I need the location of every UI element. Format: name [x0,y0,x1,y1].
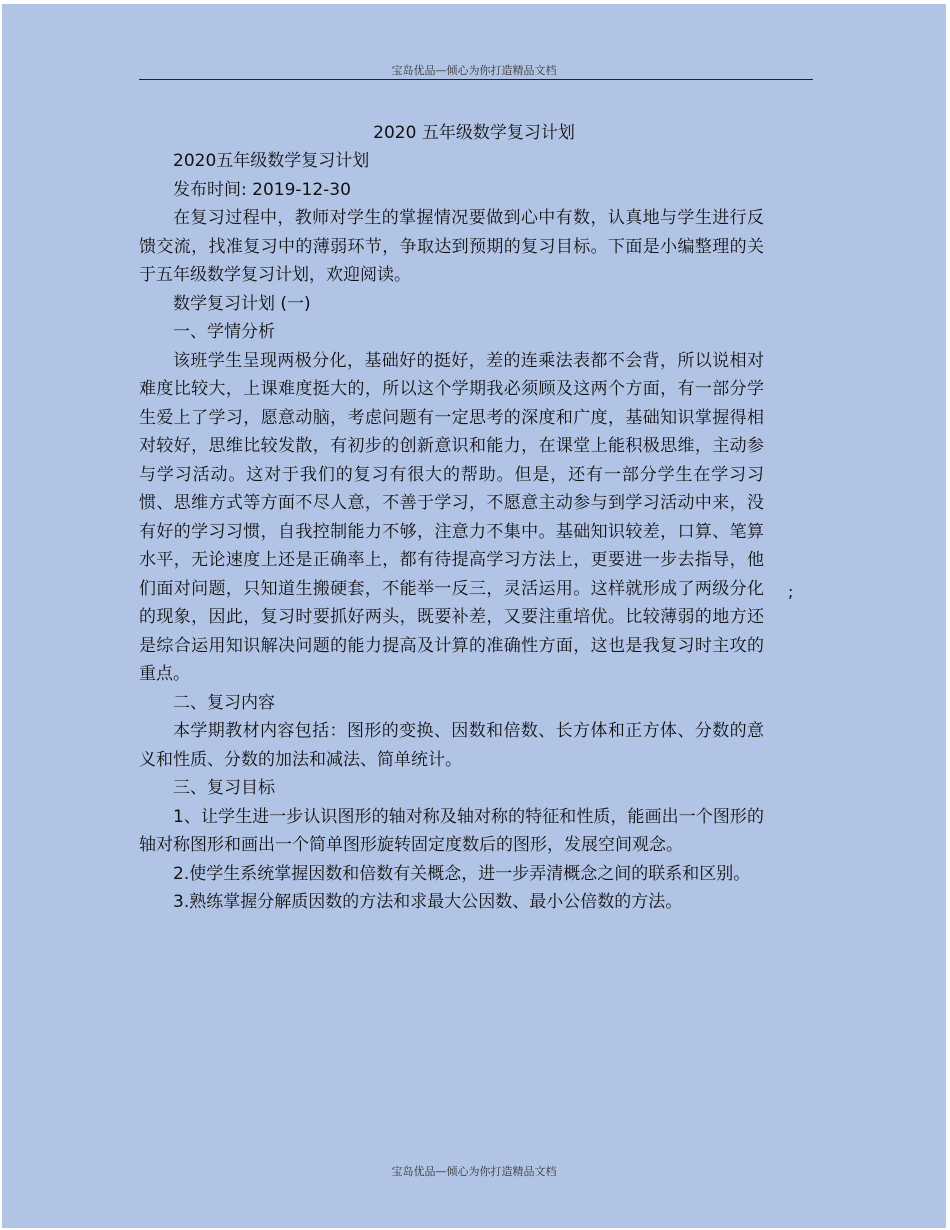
section-heading: 数学复习计划 (一) [173,293,311,314]
header-divider [139,79,813,80]
body-paragraph: 本学期教材内容包括：图形的变换、因数和倍数、长方体和正方体、分数的意义和性质、分数的加法和减法、简单统计。 [139,721,764,770]
body-paragraph: 3.熟练掌握分解质因数的方法和求最大公因数、最小公倍数的方法。 [173,892,683,912]
page-header: 宝岛优品—倾心为你打造精品文档 [391,64,557,77]
publish-date: 发布时间: 2019-12-30 [173,179,351,200]
subtitle-paragraph: 2020五年级数学复习计划 [173,151,370,171]
section-heading: 一、学情分析 [173,322,275,342]
body-paragraph: 1、让学生进一步认识图形的轴对称及轴对称的特征和性质，能画出一个图形的轴对称图形和画出一个简单图形旋转固定度数后的图形，发展空间观念。 [139,806,764,855]
section-heading: 三、复习目标 [173,778,275,798]
document-title: 2020 五年级数学复习计划 [373,123,575,143]
body-paragraph: 该班学生呈现两极分化，基础好的挺好，差的连乘法表都不会背，所以说相对难度比较大，上课难度挺大的，所以这个学期我必须顾及这两个方面，有一部分学生爱上了学习，愿意动脑，考虑问题有一定思考的深度和广度，基础知识掌握得相对较好，思维比较发散，有初步的创新意识和能力，在课堂上能积极思维，主动参与学习活动。这对于我们的复习有很大的帮助。但是，还有一部分学生在学习习惯、思维方式等方面不尽人意，不善于学习，不愿意主动参与到学习活动中来，没有好的学习习惯，自我控制能力不够，注意力不集中。基础知识较差，口算、笔算水平，无论速度上还是正确率上，都有待提高学习方法上，更要进一步去指导，他们面对问题，只知道生搬硬套，不能举一反三，灵活运用。这样就形成了两级分化的现象，因此，复习时要抓好两头，既要补差，又要注重培优。比较薄弱的地方还是综合运用知识解决问题的能力提高及计算的准确性方面，这也是我复习时主攻的重点。 [139,350,764,684]
page-footer: 宝岛优品—倾心为你打造精品文档 [391,1165,557,1178]
document-page [2,4,946,1228]
intro-paragraph: 在复习过程中，教师对学生的掌握情况要做到心中有数，认真地与学生进行反馈交流，找准复习中的薄弱环节，争取达到预期的复习目标。下面是小编整理的关于五年级数学复习计划，欢迎阅读。 [139,208,764,285]
section-heading: 二、复习内容 [173,692,275,713]
document-body [139,147,764,917]
margin-mark: ; [788,582,794,601]
body-paragraph: 2.使学生系统掌握因数和倍数有关概念，进一步弄清概念之间的联系和区别。 [173,863,751,884]
